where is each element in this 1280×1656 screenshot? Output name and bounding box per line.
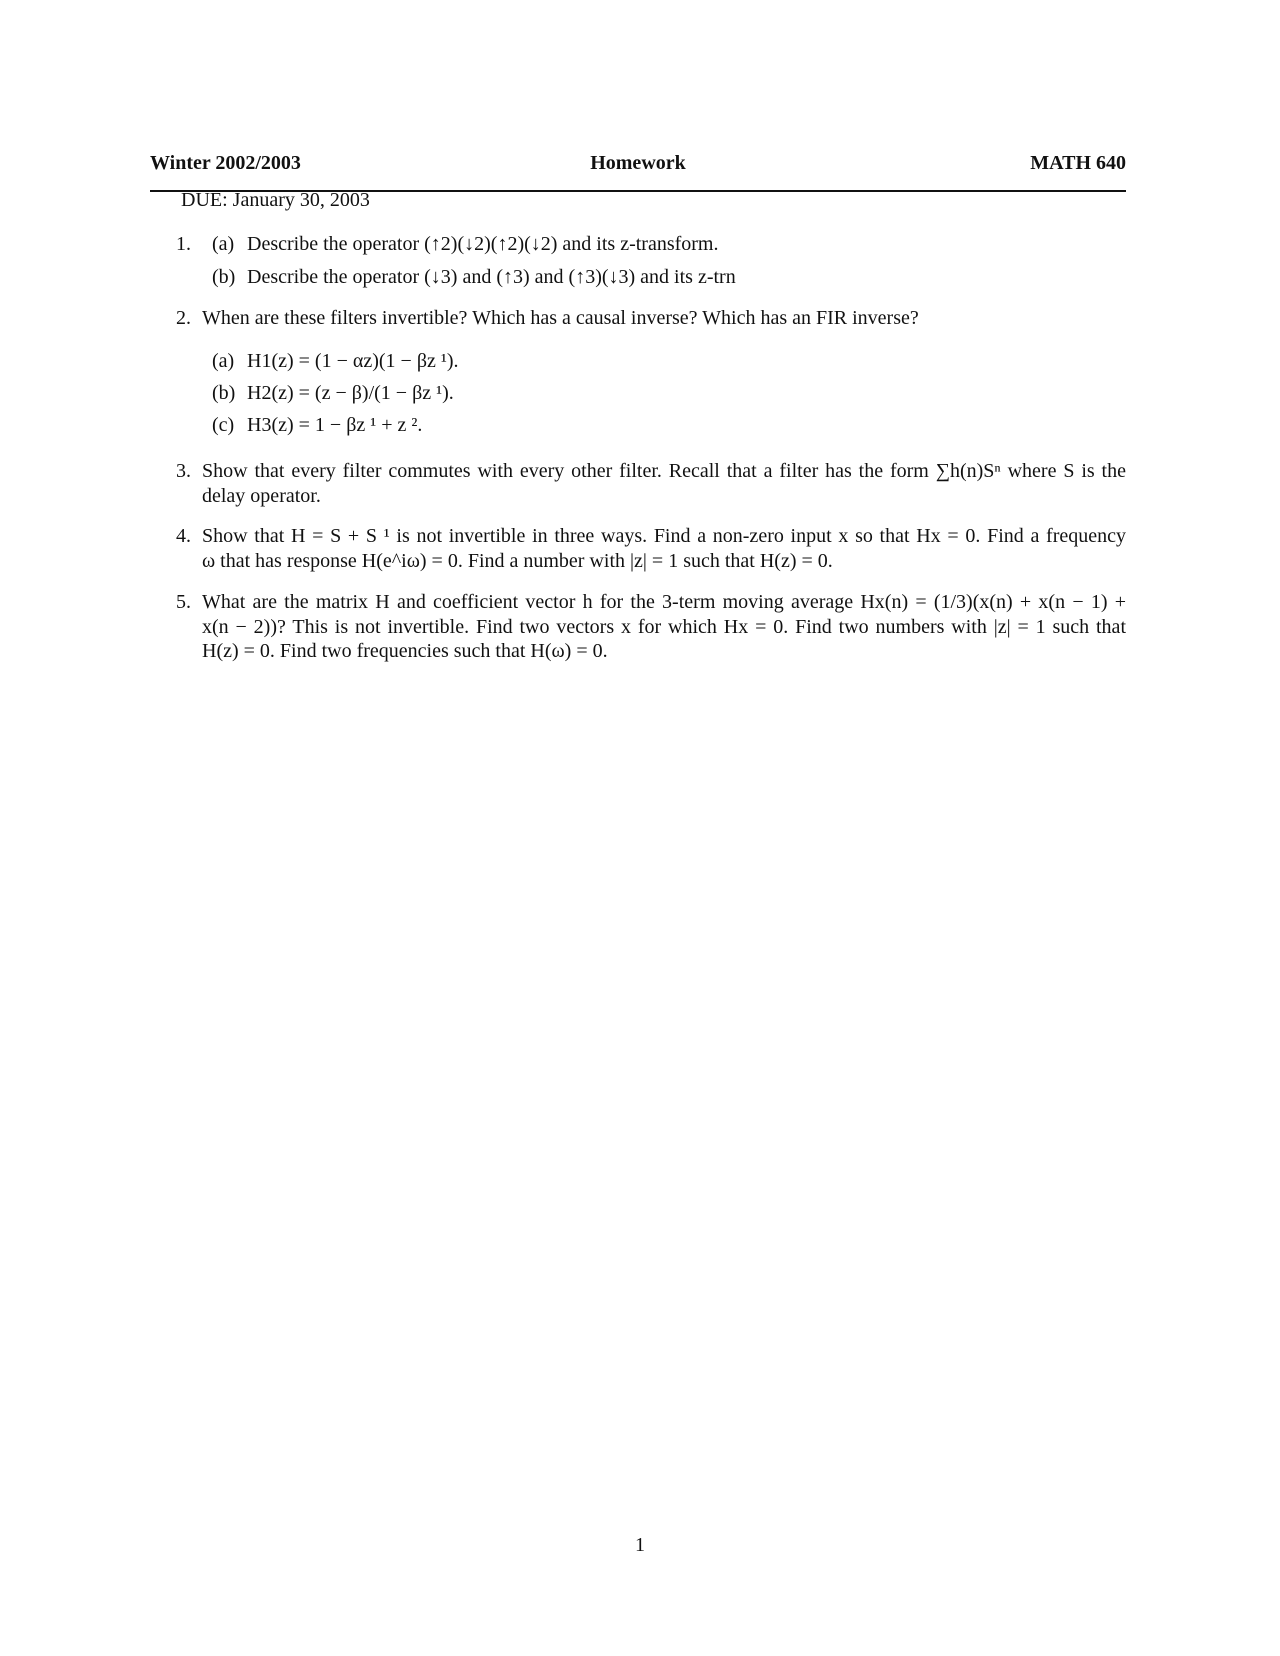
problem-5-text bbox=[202, 590, 1126, 664]
problem-4-text bbox=[202, 524, 1126, 573]
due-date: DUE: January 30, 2003 bbox=[181, 189, 370, 211]
problem-2-intro: When are these filters invertible? Which has a causal inverse? Which has an FIR inverse? bbox=[202, 307, 919, 329]
problem-5-line-1: What are the matrix H and coefficient vector h for the 3-term moving average Hx(n) = (1/3)(x(n) + x(n − 1) + bbox=[202, 591, 1126, 613]
page-header bbox=[150, 152, 1126, 178]
problem-3-line-1: Show that every filter commutes with every other filter. Recall that a filter has the form ∑h(n)Sⁿ where S is the bbox=[202, 460, 1126, 482]
problem-3-text bbox=[202, 459, 1126, 508]
problem-4-line-1: Show that H = S + S ¹ is not invertible in three ways. Find a non-zero input x so that Hx = 0. Find a frequency bbox=[202, 525, 1126, 547]
problem-2-number: 2. bbox=[176, 307, 191, 329]
problem-2c-label: (c) bbox=[212, 414, 235, 436]
problem-5-line-2: x(n − 2))? This is not invertible. Find two vectors x for which Hx = 0. Find two numbers with |z| = 1 such that bbox=[202, 615, 1126, 638]
problem-2b-text: H2(z) = (z − β)/(1 − βz ¹). bbox=[247, 382, 454, 404]
problem-2a-text: H1(z) = (1 − αz)(1 − βz ¹). bbox=[247, 350, 459, 372]
header-title: Homework bbox=[590, 152, 686, 174]
header-course: MATH 640 bbox=[1030, 152, 1126, 174]
problem-2b-label: (b) bbox=[212, 382, 236, 404]
problem-5-number: 5. bbox=[176, 591, 191, 613]
page-number: 1 bbox=[635, 1534, 645, 1556]
problem-1a-label: (a) bbox=[212, 233, 235, 255]
header-term: Winter 2002/2003 bbox=[150, 152, 301, 174]
problem-3-line-2: delay operator. bbox=[202, 484, 321, 507]
problem-4-number: 4. bbox=[176, 525, 191, 547]
problem-1b-label: (b) bbox=[212, 266, 236, 288]
problem-1b-text: Describe the operator (↓3) and (↑3) and (↑3)(↓3) and its z-trn bbox=[247, 266, 736, 288]
problem-1-number: 1. bbox=[176, 233, 191, 255]
problem-4-line-2: ω that has response H(e^iω) = 0. Find a number with |z| = 1 such that H(z) = 0. bbox=[202, 549, 833, 572]
problem-3-number: 3. bbox=[176, 460, 191, 482]
problem-2c-text: H3(z) = 1 − βz ¹ + z ². bbox=[247, 414, 423, 436]
problem-2a-label: (a) bbox=[212, 350, 235, 372]
problem-1a-text: Describe the operator (↑2)(↓2)(↑2)(↓2) and its z-transform. bbox=[247, 233, 719, 255]
problem-5-line-3: H(z) = 0. Find two frequencies such that H(ω) = 0. bbox=[202, 640, 608, 662]
